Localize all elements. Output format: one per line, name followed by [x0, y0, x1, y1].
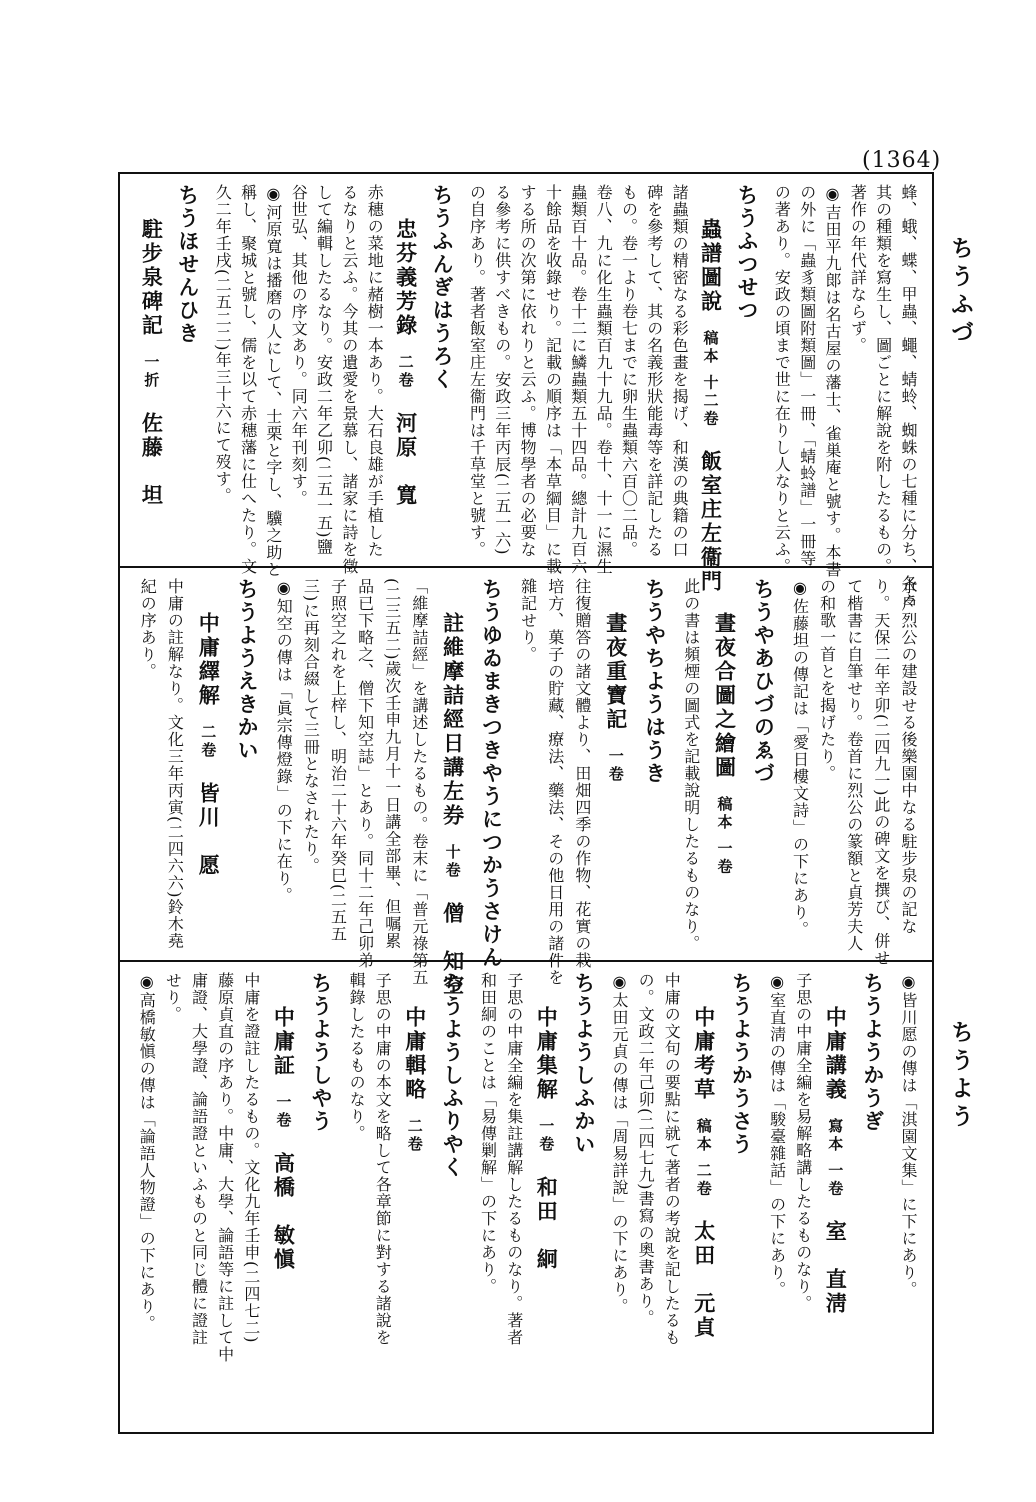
entry-heading: ちうようしふりやく [440, 972, 466, 1179]
entry-title: 晝夜重寶記 [603, 612, 629, 732]
page-number: (1364) [862, 148, 942, 173]
side-label: ちうよう [947, 1020, 974, 1132]
band-2 [128, 578, 918, 998]
entry-title: 中庸講義 [823, 1006, 849, 1102]
text-column: 「維摩詰經」を講述したるもの。卷末に「普元祿第五 [409, 578, 429, 986]
text-column: 培方、菓子の貯藏、療法、藥法、その他日用の諸件を [545, 578, 565, 986]
text-column: る參考に供すべきもの。安政三年丙辰(二五一六) [492, 184, 512, 556]
entry-title: 忠芬義芳錄 [393, 218, 419, 338]
entry-note: 寫本 一卷 [826, 1118, 845, 1199]
entry-title-line [390, 972, 426, 1176]
text-column: 子照空之れを上梓し、明治二十六年癸巳(二五五 [328, 578, 348, 943]
entry-note: 二卷 [199, 724, 218, 760]
band-1 [128, 184, 918, 609]
band-3 [128, 972, 916, 1428]
entry-title: 中庸証 [271, 1006, 297, 1078]
entry-author: 僧 知空 [440, 902, 466, 998]
text-column: (二三五二)歲次壬申九月十一日講全部畢、但嘱累 [382, 578, 402, 950]
entry-note: 一卷 [274, 1094, 293, 1130]
entry-title-line [382, 184, 419, 508]
text-column: 雜記せり。 [518, 578, 538, 663]
text-column: 碑を參考して、其の名義形狀能毒等を詳記したる [644, 184, 664, 558]
entry-author: 太田 元貞 [691, 1220, 717, 1341]
text-column: 中庸を證註したるもの。文化九年壬申(二四七二) [241, 972, 261, 1344]
text-column: 蜂、蛾、蝶、甲蟲、蠅、蜻蛉、蜘蛛の七種に分ち、各々 [899, 184, 918, 609]
entry-title-line [679, 972, 715, 1340]
text-column: 子思の中庸の本文を略して各章節に對する諸說を [373, 972, 393, 1346]
text-column: 紀の序あり。 [138, 578, 158, 680]
text-column: 稱し、聚城と號し、儒を以て赤穗藩に仕へたり。文 [238, 184, 258, 575]
entry-author: 高橋 敏愼 [271, 1152, 297, 1272]
entry-heading: ちうふつせつ [735, 184, 761, 322]
entry-heading: ちうようかうさう [729, 972, 755, 1156]
entry-title-line [699, 578, 736, 898]
entry-heading: ちうゆゐまきつきやうにつかうさけん [479, 578, 505, 969]
text-column: 中庸の註解なり。文化三年丙寅(二四六六)鈴木堯 [165, 578, 185, 950]
text-column: ◉佐藤坦の傳記は「愛日樓文詩」の下にあり。 [790, 578, 810, 938]
text-column: の外に「蟲豸類圖附類圖」一冊、「蜻蛉譜」一冊等 [797, 184, 817, 567]
entry-note: 稿本 一卷 [715, 796, 734, 877]
text-column: の著あり。安政の頃まで世に在りし人なりと云ふ。 [772, 184, 792, 575]
text-column: 十餘品を收錄せり。記載の順序は「本草綱目」に載 [543, 184, 563, 575]
text-column: るなりと云ふ。今其の遺愛を景慕し、諸家に詩を徵 [339, 184, 359, 575]
entry-note: 稿本 十二卷 [701, 330, 720, 429]
text-column: 赤穗の菜地に赭樹一本あり。大石良雄が手植した [365, 184, 385, 558]
text-column: 諸蟲類の精密なる彩色畫を揭げ、和漢の典籍の口 [670, 184, 690, 558]
entry-heading: ちうようかうぎ [860, 972, 886, 1133]
text-column: 子思の中庸全編を易解略講したるものなり。 [793, 972, 813, 1312]
text-column: 和田絅のことは「易傳剿解」の下にあり。 [478, 972, 498, 1295]
entry-note: 二卷 [396, 354, 415, 390]
entry-author: 飯室庄左衞門 [698, 450, 724, 595]
entry-title: 中庸輯略 [402, 1006, 428, 1102]
entry-note: 一卷 [606, 748, 625, 784]
text-column: して編輯したるなり。安政二年乙卯(二五一五)鹽 [314, 184, 334, 556]
text-column: 三)に再刻合綴して三冊となされたり。 [301, 578, 321, 875]
text-column: 其の種類を寫生し、圖ごとに解說を附したるもの。 [873, 184, 893, 575]
text-column: ◉知空の傳は「眞宗傳燈錄」の下に在り。 [274, 578, 294, 904]
entry-heading: ちうやあひづのゑづ [751, 578, 777, 785]
text-column: り。天保二年辛卯(二四九一)此の碑文を撰び、併せ [871, 578, 891, 967]
text-column: の和歌一首とを揭げたり。 [817, 578, 837, 782]
text-column: ◉高橋敏愼の傳は「論語人物證」の下にあり。 [137, 972, 157, 1332]
entry-title-line [182, 578, 222, 878]
entry-note: 十卷 [443, 844, 462, 880]
entry-heading: ちうようえきかい [235, 578, 261, 762]
entry-note: 稿本 二卷 [694, 1118, 713, 1199]
side-label: ちうふづ [947, 236, 974, 348]
entry-title: 晝夜合圖之繪圖 [712, 612, 738, 780]
entry-title-line [811, 972, 847, 1316]
entry-title: 中庸集解 [534, 1006, 560, 1102]
entry-note: 一卷 [537, 1118, 556, 1154]
text-column: 子思の中庸全編を集註講解したるものなり。著者 [504, 972, 524, 1346]
entry-heading: ちうふんぎはうろく [430, 184, 456, 391]
entry-author: 佐藤 坦 [139, 412, 165, 508]
entry-title: 蟲譜圖說 [698, 218, 724, 314]
entry-title: 中庸繹解 [196, 612, 222, 708]
text-column: 著作の年代詳ならず。 [848, 184, 868, 354]
entry-title-line [590, 578, 627, 806]
entry-author: 皆川 愿 [196, 782, 222, 878]
entry-title-line [427, 578, 464, 998]
text-column: 水戶烈公の建設せる後樂園中なる駐步泉の記な [899, 578, 918, 935]
entry-title-line [522, 972, 558, 1272]
text-column: 蟲類百十品。卷十二に鱗蟲類五十四品。總計九百六 [568, 184, 588, 575]
text-column: 谷世弘、其他の序文あり。同六年刊刻す。 [289, 184, 309, 507]
entry-author: 河原 寬 [393, 412, 419, 508]
text-column: ◉河原寬は播磨の人にして、士栗と字し、驥之助と [263, 184, 283, 578]
entry-heading: ちうようしふかい [571, 972, 597, 1156]
entry-title-line [259, 972, 295, 1272]
text-column: ◉太田元貞の傳は「周易詳說」の下にあり。 [609, 972, 629, 1315]
entry-author: 室 直淸 [823, 1220, 849, 1317]
entry-title-line [687, 184, 724, 595]
text-column: する所の次第に依れりと云ふ。博物學者の必要な [518, 184, 538, 558]
entry-heading: ちうようしやう [308, 972, 334, 1133]
text-column: 往復贈答の諸文體より、田畑四季の作物、花實の栽 [572, 578, 592, 969]
text-column: ◉吉田平九郞は名古屋の藩士、雀巣庵と號す。本書 [823, 184, 843, 578]
entry-title: 註維摩詰經日講左券 [440, 612, 466, 828]
entry-title: 駐步泉碑記 [139, 218, 165, 338]
entry-note: 一折 [142, 354, 161, 390]
text-column: 藤原貞直の序あり。中庸、大學、論語等に註して中 [215, 972, 235, 1363]
text-column: 庸證、大學證、論語證といふものと同じ體に證註 [189, 972, 209, 1346]
text-column: の自序あり。著者飯室庄左衞門は千草堂と號す。 [467, 184, 487, 558]
entry-title-line [128, 184, 165, 508]
entry-heading: ちうやちようはうき [642, 578, 668, 785]
text-column: 中庸の文句の要點に就て著者の考說を記したるも [662, 972, 682, 1346]
text-column: ◉室直淸の傳は「駿臺雜話」の下にあり。 [767, 972, 787, 1298]
entry-note: 二卷 [405, 1118, 424, 1154]
text-column: 此の書は頻煙の圖式を記載說明したるものなり。 [681, 578, 701, 952]
text-column: て楷書に自筆せり。卷首に烈公の篆額と貞芳夫人 [844, 578, 864, 952]
entry-title: 中庸考草 [691, 1006, 717, 1102]
entry-author: 和田 絅 [534, 1176, 560, 1272]
text-column: 品已下略之、僧下知空誌」とあり。同十二年己卯弟 [355, 578, 375, 969]
text-column: 卷八、九に化生蟲類百九十九品。卷十、十一に濕生 [594, 184, 614, 575]
text-column: の。文政二年己卯(二四七九)書寫の奧書あり。 [636, 972, 656, 1327]
entry-heading: ちうほせんひき [175, 184, 201, 345]
text-column: 輯錄したるものなり。 [347, 972, 367, 1142]
text-column: もの。卷一より卷七までに卵生蟲類六百〇二品。 [619, 184, 639, 558]
band-divider [118, 960, 934, 962]
text-column: 久二年壬戌(二五二二)年三十六にて歿す。 [213, 184, 233, 505]
text-column: せり。 [163, 972, 183, 1023]
text-column: ◉皆川愿の傳は「淇園文集」に下にあり。 [899, 972, 918, 1298]
